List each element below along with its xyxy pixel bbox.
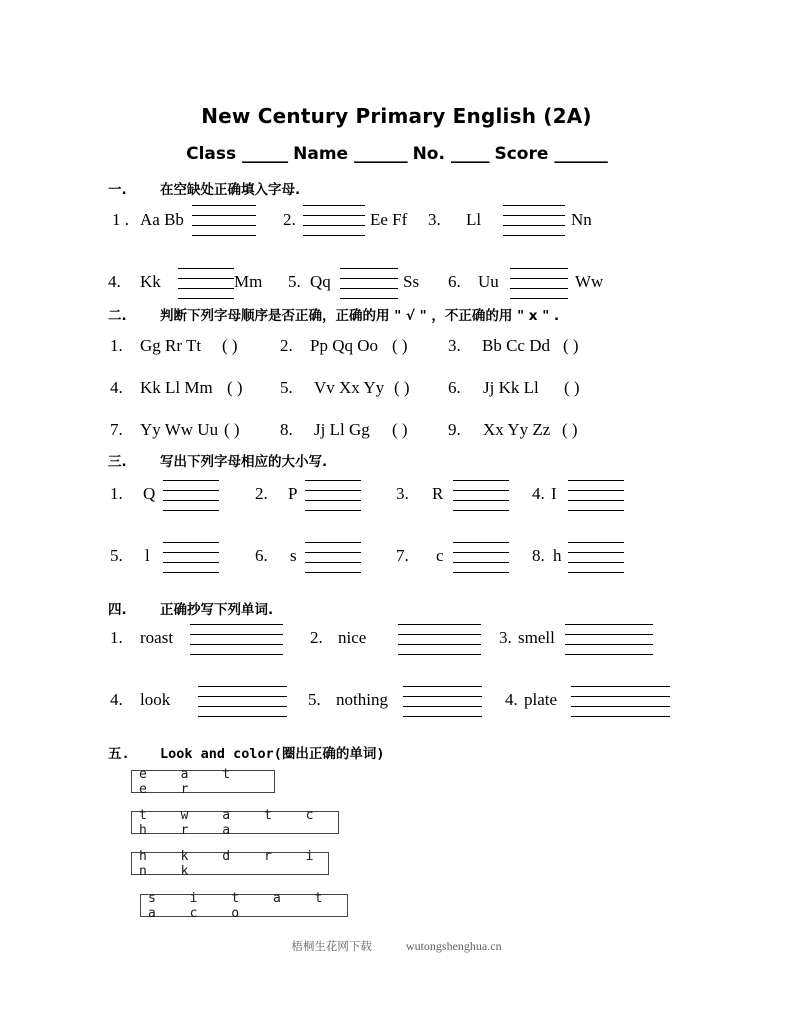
footer-site-url: wutongshenghua.cn: [405, 939, 502, 953]
s2-item-6-text: Jj Kk Ll: [483, 378, 539, 397]
class-blank[interactable]: ______: [242, 144, 288, 164]
s1-item-4-right: Mm: [234, 272, 263, 291]
s2-item-3-text: Bb Cc Dd: [482, 336, 550, 355]
footer-site-name: 梧桐生花网下载: [291, 939, 372, 953]
s4-item-1-number: 1.: [110, 628, 123, 647]
page-title: New Century Primary English (2A): [201, 104, 592, 128]
s4-item-1-stave[interactable]: [190, 624, 283, 655]
s2-item-5-answer[interactable]: ( ): [394, 378, 410, 397]
s3-item-7-stave[interactable]: [453, 542, 509, 573]
s3-item-1-stave[interactable]: [163, 480, 219, 511]
s2-item-7-text: Yy Ww Uu: [140, 420, 219, 439]
section-4-number: 四.: [108, 602, 127, 618]
score-label: Score: [494, 144, 549, 164]
s4-item-2-number: 2.: [310, 628, 323, 647]
s2-item-9-answer[interactable]: ( ): [562, 420, 578, 439]
s1-item-5-stave[interactable]: [340, 268, 398, 299]
s1-item-3-right: Nn: [571, 210, 592, 229]
section-1-number: 一.: [108, 182, 127, 198]
s1-item-2-stave[interactable]: [303, 205, 365, 236]
score-blank[interactable]: _______: [554, 144, 607, 164]
s2-item-8-answer[interactable]: ( ): [392, 420, 408, 439]
s3-item-8-stave[interactable]: [568, 542, 624, 573]
section-3-heading: [108, 450, 327, 470]
s3-item-7-number: 7.: [396, 546, 409, 565]
s2-item-7-answer[interactable]: ( ): [224, 420, 240, 439]
s2-item-4-answer[interactable]: ( ): [227, 378, 243, 397]
s1-item-6-number: 6.: [448, 272, 461, 291]
section-1-text: 在空缺处正确填入字母.: [160, 182, 301, 198]
section-5-number: 五.: [108, 746, 130, 762]
s3-item-2-letter: P: [288, 484, 298, 503]
s4-item-3-number: 3.: [499, 628, 512, 647]
letter-grid-row-2[interactable]: t w a t c h r a: [131, 811, 339, 834]
s2-item-1-number: 1.: [110, 336, 123, 355]
student-info-line: [0, 144, 793, 164]
s3-item-6-letter: s: [290, 546, 297, 565]
s4-item-4-number: 4.: [110, 690, 123, 709]
section-2-text: 判断下列字母顺序是否正确，正确的用 " √ " ，不正确的用 " x " .: [160, 308, 560, 324]
s3-item-7-letter: c: [436, 546, 444, 565]
s2-item-8-number: 8.: [280, 420, 293, 439]
name-label: Name: [293, 144, 349, 164]
s2-item-8-text: Jj Ll Gg: [314, 420, 370, 439]
s2-item-3-number: 3.: [448, 336, 461, 355]
s4-item-5-number: 5.: [308, 690, 321, 709]
s3-item-5-letter: l: [145, 546, 150, 565]
s4-item-5-stave[interactable]: [403, 686, 482, 717]
class-label: Class: [186, 144, 237, 164]
s1-item-3-stave[interactable]: [503, 205, 565, 236]
s4-item-3-stave[interactable]: [565, 624, 653, 655]
s4-item-1-word: roast: [140, 628, 174, 647]
s3-item-4-letter: I: [551, 484, 557, 503]
no-label: No.: [412, 144, 445, 164]
s3-item-3-number: 3.: [396, 484, 409, 503]
s1-item-2-right: Ee Ff: [370, 210, 408, 229]
s2-item-3-answer[interactable]: ( ): [563, 336, 579, 355]
s3-item-8-number: 8.: [532, 546, 545, 565]
letter-grid-row-3[interactable]: h k d r i n k: [131, 852, 329, 875]
s1-item-3-number: 3.: [428, 210, 441, 229]
s3-item-1-number: 1.: [110, 484, 123, 503]
s2-item-6-number: 6.: [448, 378, 461, 397]
s1-item-5-left: Qq: [310, 272, 331, 291]
section-1-heading: [108, 178, 300, 198]
s4-item-6-number: 4.: [505, 690, 518, 709]
section-4-text: 正确抄写下列单词.: [160, 602, 274, 618]
s3-item-5-stave[interactable]: [163, 542, 219, 573]
s1-item-4-stave[interactable]: [178, 268, 234, 299]
s1-item-4-number: 4.: [108, 272, 121, 291]
s3-item-2-number: 2.: [255, 484, 268, 503]
s4-item-6-word: plate: [524, 690, 558, 709]
s4-item-4-stave[interactable]: [198, 686, 287, 717]
s4-item-2-stave[interactable]: [398, 624, 481, 655]
section-5-heading: [108, 742, 385, 762]
s1-item-5-number: 5.: [288, 272, 301, 291]
section-4-heading: [108, 598, 273, 618]
s2-item-9-text: Xx Yy Zz: [483, 420, 551, 439]
s2-item-9-number: 9.: [448, 420, 461, 439]
s2-item-4-number: 4.: [110, 378, 123, 397]
s4-item-4-word: look: [140, 690, 171, 709]
s4-item-5-word: nothing: [336, 690, 388, 709]
no-blank[interactable]: _____: [450, 144, 489, 164]
s4-item-6-stave[interactable]: [571, 686, 670, 717]
s1-item-1-stave[interactable]: [192, 205, 256, 236]
s1-item-2-number: 2.: [283, 210, 296, 229]
s1-item-3-left: Ll: [466, 210, 482, 229]
s2-item-1-text: Gg Rr Tt: [140, 336, 202, 355]
s2-item-5-number: 5.: [280, 378, 293, 397]
s2-item-5-text: Vv Xx Yy: [314, 378, 385, 397]
s2-item-7-number: 7.: [110, 420, 123, 439]
s3-item-5-number: 5.: [110, 546, 123, 565]
s3-item-4-stave[interactable]: [568, 480, 624, 511]
section-3-text: 写出下列字母相应的大小写.: [160, 454, 328, 470]
name-blank[interactable]: _______: [354, 144, 407, 164]
s1-item-6-right: Ww: [575, 272, 604, 291]
footer: [0, 938, 793, 954]
s3-item-3-stave[interactable]: [453, 480, 509, 511]
s4-item-2-word: nice: [338, 628, 367, 647]
s3-item-1-letter: Q: [143, 484, 156, 503]
s1-item-1-left: Aa Bb: [140, 210, 184, 229]
s2-item-6-answer[interactable]: ( ): [564, 378, 580, 397]
section-5-text: Look and color(圈出正确的单词): [160, 746, 385, 762]
s3-item-2-stave[interactable]: [305, 480, 361, 511]
letter-grid-row-1[interactable]: e a t e r: [131, 770, 275, 793]
s1-item-6-left: Uu: [478, 272, 499, 291]
s2-item-1-answer[interactable]: ( ): [222, 336, 238, 355]
s2-item-2-answer[interactable]: ( ): [392, 336, 408, 355]
s3-item-8-letter: h: [553, 546, 562, 565]
section-2-heading: [108, 304, 559, 324]
s3-item-3-letter: R: [432, 484, 444, 503]
s1-item-6-stave[interactable]: [510, 268, 568, 299]
s2-item-2-number: 2.: [280, 336, 293, 355]
s3-item-6-stave[interactable]: [305, 542, 361, 573]
s2-item-2-text: Pp Qq Oo: [310, 336, 379, 355]
section-2-number: 二.: [108, 308, 127, 324]
s1-item-5-right: Ss: [403, 272, 420, 291]
section-3-number: 三.: [108, 454, 127, 470]
s2-item-4-text: Kk Ll Mm: [140, 378, 213, 397]
s4-item-3-word: smell: [518, 628, 555, 647]
s1-item-4-left: Kk: [140, 272, 161, 291]
s1-item-1-number: 1 .: [112, 210, 129, 229]
letter-grid-row-4[interactable]: s i t a t a c o: [140, 894, 348, 917]
s3-item-4-number: 4.: [532, 484, 545, 503]
s3-item-6-number: 6.: [255, 546, 268, 565]
